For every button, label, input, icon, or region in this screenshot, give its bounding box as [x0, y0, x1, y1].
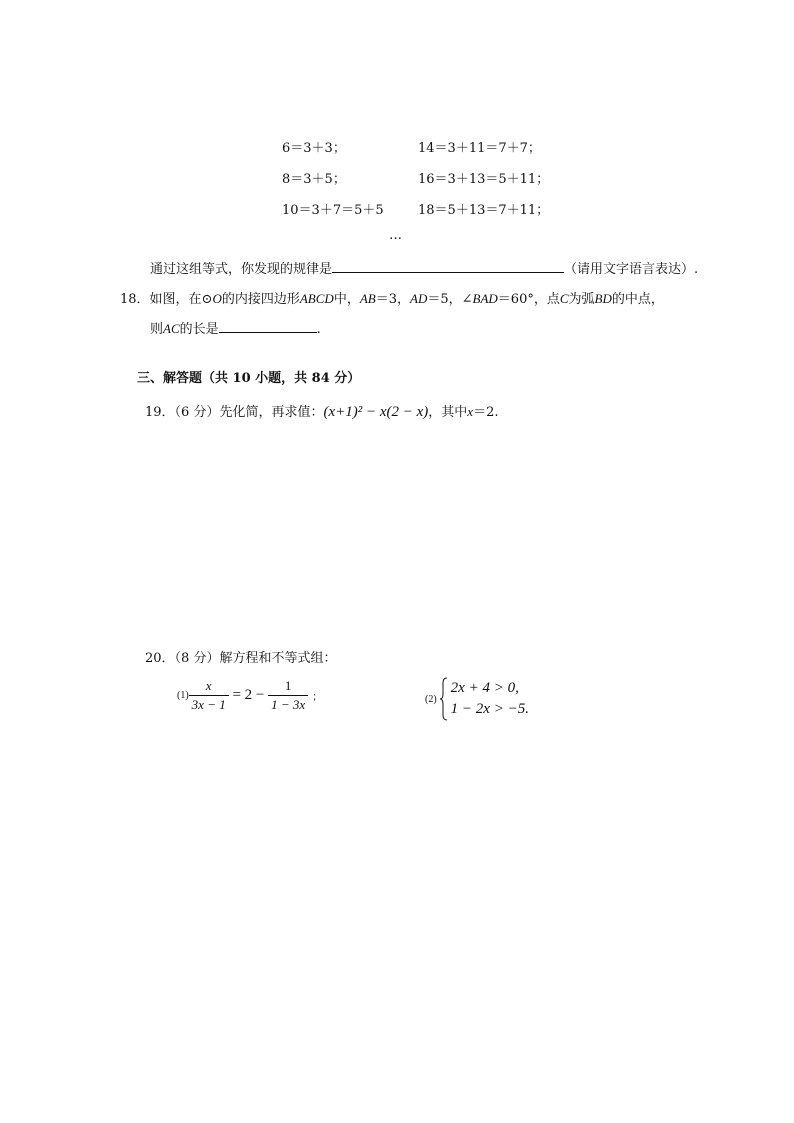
q18-text: 中， — [333, 292, 360, 307]
q18-ad: AD — [410, 291, 428, 306]
q17-prompt: 通过这组等式，你发现的规律是 — [150, 262, 333, 277]
fraction-left-denominator: 3x − 1 — [189, 695, 229, 714]
q18-text: 的长是 — [179, 322, 219, 337]
q18-circle-name: O — [212, 291, 222, 306]
q19-lead: 19．（6 分）先化简，再求值： — [145, 405, 324, 420]
fraction-right — [268, 677, 308, 714]
q18-bad: BAD — [472, 291, 498, 306]
q18-number: 18． — [120, 292, 150, 307]
q18-answer-blank[interactable] — [219, 320, 317, 333]
q20-part2-label: (2) — [425, 693, 437, 705]
q17-answer-blank[interactable] — [332, 260, 564, 273]
q20-part1 — [177, 677, 322, 714]
q18-ac: AC — [163, 321, 180, 336]
left-brace-icon — [439, 677, 449, 721]
fraction-right-denominator: 1 − 3x — [268, 695, 308, 714]
q19-line — [145, 401, 498, 421]
q18-text: 如图，在⊙ — [149, 292, 213, 307]
q18-text: . — [316, 322, 321, 337]
q18-bd: BD — [594, 291, 612, 306]
q19-tail: ，其中 — [428, 405, 468, 420]
equality-left-2: 8＝3＋5； — [282, 172, 346, 187]
ellipsis: … — [389, 228, 402, 243]
q18-text: ＝5，∠ — [427, 292, 473, 307]
equality-left-3: 10＝3＋7＝5＋5 — [282, 203, 384, 218]
q18-text: ＝3， — [375, 292, 410, 307]
q18-text: ＝60°，点 — [497, 292, 560, 307]
q18-text: 的内接四边形 — [221, 292, 300, 307]
q18-text: 则 — [150, 322, 164, 337]
q17-hint: （请用文字语言表达）. — [564, 262, 699, 277]
q17-line — [150, 258, 698, 277]
q20-part1-label: (1) — [177, 690, 189, 701]
fraction-left — [189, 677, 229, 714]
fraction-left-numerator: x — [205, 678, 212, 693]
section-title: 三、解答题（共 10 小题，共 84 分） — [137, 371, 361, 386]
q20-part1-end: ； — [312, 692, 323, 703]
inequality-system — [451, 678, 529, 720]
fraction-right-numerator: 1 — [284, 678, 292, 693]
inequality-1: 2x + 4 > 0, — [450, 680, 519, 696]
q18-ab: AB — [359, 291, 376, 306]
q20-part2 — [425, 677, 529, 721]
q20-lead: 20．（8 分）解方程和不等式组： — [145, 651, 337, 666]
q19-var: x — [467, 404, 474, 419]
equality-right-2: 16＝3＋13＝5＋11； — [418, 172, 550, 187]
q18-c: C — [559, 291, 569, 306]
q18-text: 的中点， — [611, 292, 664, 307]
q19-tail: ＝2. — [473, 405, 499, 420]
q18-line2 — [150, 318, 321, 337]
equality-right-3: 18＝5＋13＝7＋11； — [418, 203, 550, 218]
q18-quad: ABCD — [299, 291, 334, 306]
inequality-2: 1 − 2x > −5. — [450, 701, 529, 717]
q18-line1 — [120, 288, 664, 307]
q19-expression: (x+1)² − x(2 − x) — [323, 404, 429, 420]
equality-right-1: 14＝3＋11＝7＋7； — [418, 141, 541, 156]
equality-left-1: 6＝3＋3； — [282, 141, 346, 156]
q20-part1-middle: = 2 − — [228, 687, 269, 703]
q18-text: 为弧 — [568, 292, 595, 307]
